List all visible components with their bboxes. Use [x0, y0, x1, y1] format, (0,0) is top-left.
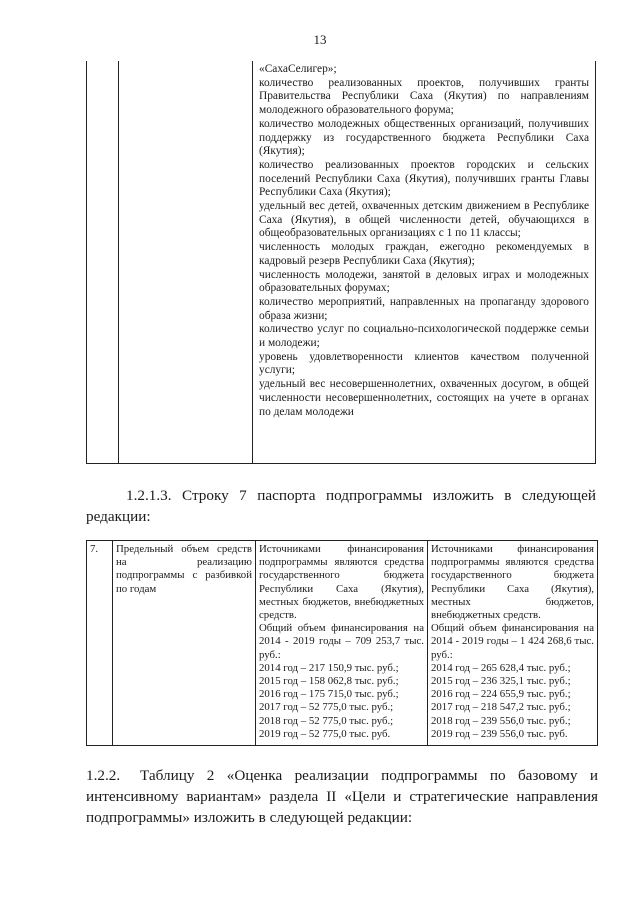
new-funding-cell: [428, 541, 597, 745]
old-funding-year: 2017 год – 52 775,0 тыс. руб.;: [259, 701, 394, 714]
old-funding-sources: Источниками финансирования подпрограммы являются средства государственного бюджета Республики Саха (Якутия), местных бюджетов, внебюджетных средств.: [259, 543, 424, 622]
indicator-line: количество молодежных общественных организаций, получивших поддержку из государственного бюджета Республики Саха (Якутия);: [259, 117, 589, 158]
paragraph-text: Таблицу 2 «Оценка реализации подпрограммы по базовому и интенсивному вариантам» раздела II «Цели и стратегические направления подпрограммы» изложить в следующей редакции:: [86, 767, 598, 826]
old-funding-year: 2019 год – 52 775,0 тыс. руб.: [259, 727, 391, 740]
indicator-line: удельный вес детей, охваченных детским движением в Республике Саха (Якутия), в общей численности детей, обучающихся в общеобразовательных организациях с 1 по 11 классы;: [259, 200, 589, 240]
old-funding-year: 2016 год – 175 715,0 тыс. руб.;: [259, 688, 399, 701]
indicator-line: численность молодежи, занятой в деловых играх и молодежных образовательных форумах;: [259, 268, 589, 295]
new-funding-year: 2014 год – 265 628,4 тыс. руб.;: [431, 661, 571, 674]
row-number: 7.: [90, 543, 99, 555]
indicator-line: количество реализованных проектов, получивших гранты Правительства Республики Саха (Якутия) по направлениям молодежного образовательного форума;: [259, 76, 589, 117]
row-label: Предельный объем средств на реализацию подпрограммы с разбивкой по годам: [116, 543, 252, 595]
table-col-label: [118, 61, 253, 463]
indicator-line: количество мероприятий, направленных на пропаганду здорового образа жизни;: [259, 295, 589, 322]
indicator-line: количество услуг по социально-психологической поддержке семьи и молодежи;: [259, 323, 589, 350]
old-funding-total: Общий объем финансирования на 2014 - 2019 годы – 709 253,7 тыс. руб.:: [259, 622, 424, 661]
indicators-list: [259, 63, 589, 419]
new-funding-year: 2017 год – 218 547,2 тыс. руб.;: [431, 701, 571, 714]
indicator-line: количество реализованных проектов городских и сельских поселений Республики Саха (Якутия), получивших гранты Главы Республики Саха (Якутия);: [259, 158, 589, 199]
indicator-line: уровень удовлетворенности клиентов качеством полученной услуги;: [259, 350, 589, 377]
new-funding-sources: Источниками финансирования подпрограммы являются средства государственного бюджета Республики Саха (Якутия), местных бюджетов, внебюджетных средств.: [431, 543, 594, 622]
page-number: 13: [313, 32, 327, 47]
row-number-cell: [87, 541, 113, 745]
table-col-number: [87, 61, 119, 463]
old-funding-year: 2018 год – 52 775,0 тыс. руб.;: [259, 714, 394, 727]
new-funding-year: 2015 год – 236 325,1 тыс. руб.;: [431, 675, 571, 688]
new-funding-total: Общий объем финансирования на 2014 - 2019 годы – 1 424 268,6 тыс. руб.:: [431, 622, 594, 661]
paragraph-1-2-1-3: 1.2.1.3. Строку 7 паспорта подпрограммы изложить в следующей редакции:: [86, 487, 596, 525]
paragraph-1-2-2: [86, 765, 598, 828]
old-funding-year: 2015 год – 158 062,8 тыс. руб.;: [259, 675, 399, 688]
new-funding-year: 2016 год – 224 655,9 тыс. руб.;: [431, 688, 571, 701]
funding-table-row-7: [86, 540, 598, 746]
row-label-cell: [113, 541, 256, 745]
new-funding-year: 2018 год – 239 556,0 тыс. руб.;: [431, 714, 571, 727]
old-funding-year: 2014 год – 217 150,9 тыс. руб.;: [259, 661, 399, 674]
indicator-line: численность молодых граждан, ежегодно рекомендуемых в кадровый резерв Республики Саха (Якутия);: [259, 241, 589, 267]
old-funding-cell: [256, 541, 428, 745]
indicator-line: «СахаСелигер»;: [259, 63, 337, 75]
indicator-line: удельный вес несовершеннолетних, охваченных досугом, в общей численности несовершеннолетних, состоящих на учете в органах по делам молодежи: [259, 378, 589, 418]
indicators-table-continuation: [86, 61, 596, 464]
paragraph-number: 1.2.2.: [86, 767, 121, 784]
new-funding-year: 2019 год – 239 556,0 тыс. руб.: [431, 727, 568, 740]
